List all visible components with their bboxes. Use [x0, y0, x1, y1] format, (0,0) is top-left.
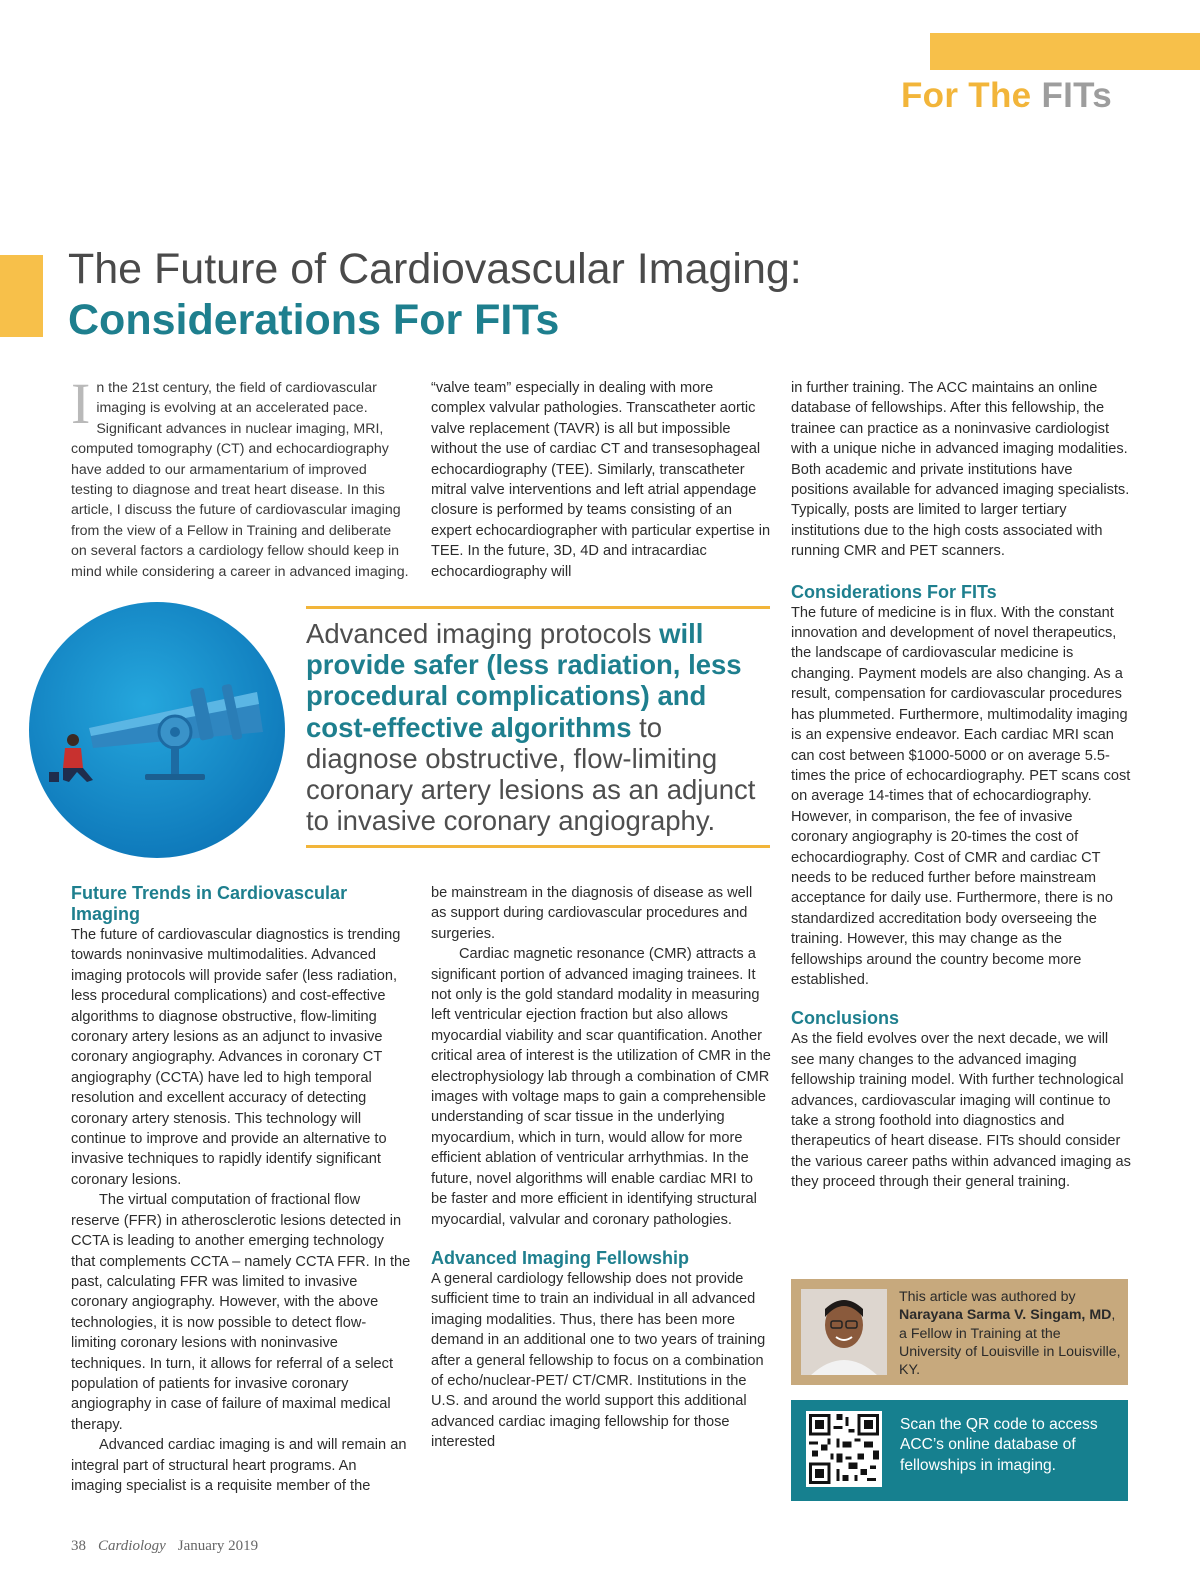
- body-paragraph: The virtual computation of fractional flow reserve (FFR) in atherosclerotic lesions detected in CCTA is leading to another emerging technology that complements CCTA – namely CCTA FFR. In the past, calculating FFR was limited to invasive coronary angiography. However, with the above technologies, it is now possible to detect flow-limiting coronary lesions with noninvasive techniques. In turn, it allows for referral of a select population of patients for invasive coronary angiography in case of failure of maximal medical therapy.: [71, 1192, 411, 1433]
- page-number: 38: [71, 1538, 86, 1554]
- body-paragraph: be mainstream in the diagnosis of disease as well as support during cardiovascular procedures and surgeries.: [431, 885, 753, 942]
- fellowship-heading: Advanced Imaging Fellowship: [431, 1247, 690, 1268]
- body-paragraph: Advanced cardiac imaging is and will remain an integral part of structural heart programs. An imaging specialist is a requisite member of the: [71, 1437, 407, 1494]
- author-bio: This article was authored by Narayana Sarma V. Singam, MD, a Fellow in Training at the University of Louisville in Louisville, KY.: [899, 1289, 1121, 1379]
- publication-name: Cardiology: [98, 1538, 166, 1554]
- column-2-bottom: [431, 883, 771, 1453]
- drop-cap: I: [71, 371, 91, 436]
- intro-paragraph: [71, 371, 409, 582]
- title-accent-bar: [0, 255, 43, 337]
- pull-quote: Advanced imaging protocols will provide safer (less radiation, less procedural complications) and cost-effective algorithms to diagnose obstructive, flow-limiting coronary artery lesions as an adjunct to invasive coronary angiography.: [306, 618, 756, 837]
- qr-code[interactable]: [806, 1411, 882, 1487]
- column-3: [791, 378, 1131, 1193]
- future-trends-heading: Future Trends in Cardiovascular Imaging: [71, 883, 348, 924]
- qr-caption: Scan the QR code to access ACC’s online database of fellowships in imaging.: [900, 1416, 1098, 1474]
- section-label: For The FITs: [900, 76, 1112, 115]
- page-footer: [71, 1538, 258, 1555]
- author-name: Narayana Sarma V. Singam, MD: [899, 1307, 1112, 1324]
- column-1-bottom: [71, 883, 411, 1496]
- qr-code-icon: [806, 1411, 882, 1487]
- body-paragraph: in further training. The ACC maintains an online database of fellowships. After this fellowship, the trainee can practice as a noninvasive cardiologist with a unique niche in advanced imaging modalities. Both academic and private institutions have positions available for advanced imaging specialists. Typically, posts are limited to larger tertiary institutions due to the high costs associated with running CMR and PET scanners.: [791, 380, 1130, 560]
- body-paragraph: The future of cardiovascular diagnostics is trending towards noninvasive multimodalities. Advanced imaging protocols will provide safer (less radiation, less procedural complications) and cost-effective algorithms to diagnose obstructive, flow-limiting coronary artery lesions as an adjunct to invasive coronary angiography. Advances in coronary CT angiography (CCTA) have led to high temporal resolution and excellent accuracy of detecting coronary artery stenosis. This technology will continue to improve and provide an alternative to invasive techniques to rapidly identify significant coronary lesions.: [71, 927, 401, 1188]
- considerations-heading: Considerations For FITs: [791, 581, 997, 602]
- telescope-illustration: [27, 600, 287, 860]
- quote-rule-top: [306, 606, 770, 609]
- article-title: The Future of Cardiovascular Imaging:: [68, 245, 802, 293]
- issue-date: January 2019: [177, 1538, 259, 1554]
- column-2-top: [431, 378, 771, 582]
- header-accent-bar: [930, 33, 1200, 70]
- body-paragraph: Cardiac magnetic resonance (CMR) attracts a significant portion of advanced imaging trainees. It not only is the gold standard modality in measuring left ventricular ejection fraction but also allows myocardial viability and scar quantification. Another critical area of interest is the utilization of CMR in the electrophysiology lab through a combination of CMR images with voltage maps to gain a comprehensible understanding of scar tissue in the underlying myocardium, which in turn, would allow for more efficient ablation of ventricular arrhythmias. In the future, novel algorithms will enable cardiac MRI to be faster and more efficient in identifying structural myocardial, valvular and coronary pathologies.: [431, 946, 771, 1228]
- body-paragraph: A general cardiology fellowship does not provide sufficient time to train an individual in all advanced imaging modalities. Thus, there has been more demand in an additional one to two years of training after a general fellowship to focus on a combination of echo/nuclear-PET/ CT/CMR. Institutions in the U.S. and around the world support this additional advanced cardiac imaging fellowship for those interested: [431, 1270, 766, 1451]
- body-paragraph: As the field evolves over the next decade, we will see many changes to the advanced imaging fellowship training model. With further technological advances, cardiovascular imaging will continue to take a strong foothold into diagnostics and therapeutics of heart disease. FITs should consider the various career paths within advanced imaging as they proceed through their general training.: [791, 1031, 1131, 1191]
- article-subtitle: Considerations For FITs: [68, 296, 560, 344]
- author-photo: [801, 1289, 887, 1375]
- intro-text: n the 21st century, the field of cardiovascular imaging is evolving at an accelerated pace. Significant advances in nuclear imaging, MRI, computed tomography (CT) and echocardiography have added to our armamentarium of improved testing to diagnose and treat heart disease. In this article, I discuss the future of cardiovascular imaging from the view of a Fellow in Training and deliberate on several factors a cardiology fellow should keep in mind while considering a career in advanced imaging.: [71, 380, 409, 580]
- body-paragraph: The future of medicine is in flux. With the constant innovation and development of novel therapeutics, the landscape of cardiovascular medicine is changing. Payment models are also changing. As a result, compensation for cardiovascular procedures has plummeted. Furthermore, multimodality imaging is an expensive endeavor. Each cardiac MRI scan can cost between $1000-5000 or on average 5.5-times the price of echocardiography. PET scans cost on average 14-times that of echocardiography. However, in comparison, the fee of invasive coronary angiography is 20-times the cost of echocardiography. Cost of CMR and cardiac CT needs to be reduced further before mainstream acceptance for daily use. Furthermore, there is no standardized accreditation body overseeing the training. However, this may change as the fellowships around the country become more established.: [791, 604, 1131, 988]
- body-paragraph: “valve team” especially in dealing with more complex valvular pathologies. Transcatheter aortic valve replacement (TAVR) is all but impossible without the use of cardiac CT and transesophageal echocardiography (TEE). Similarly, transcatheter mitral valve interventions and left atrial appendage closure is performed by teams consisting of an expert echocardiographer with particular expertise in TEE. In the future, 3D, 4D and intracardiac echocardiography will: [431, 380, 771, 580]
- quote-rule-bottom: [306, 845, 770, 848]
- avatar: [801, 1289, 887, 1375]
- conclusions-heading: Conclusions: [791, 1008, 900, 1029]
